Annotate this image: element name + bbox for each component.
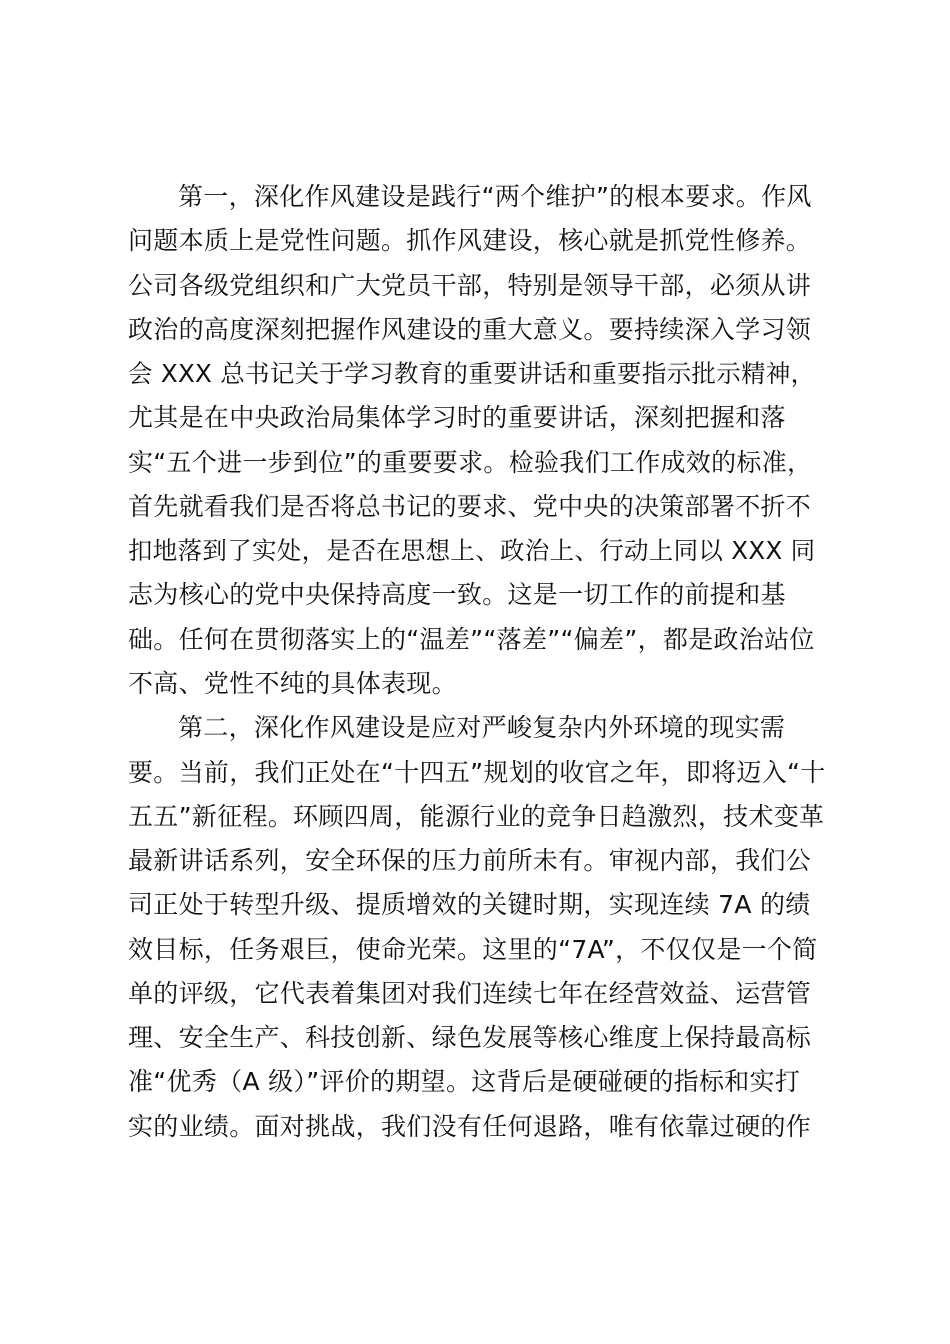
paragraph-2-line-10: 实的业绩。面对挑战，我们没有任何退路，唯有依靠过硬的作 (128, 1112, 812, 1141)
paragraph-2-line-8: 理、安全生产、科技创新、绿色发展等核心维度上保持最高标 (128, 1023, 812, 1052)
paragraph-2-line-4: 最新讲话系列，安全环保的压力前所未有。审视内部，我们公 (128, 846, 812, 875)
paragraph-1-line-7: 实“五个进一步到位”的重要要求。检验我们工作成效的标准， (128, 448, 813, 477)
paragraph-2-line-7: 单的评级，它代表着集团对我们连续七年在经营效益、运营管 (128, 979, 812, 1008)
paragraph-1-line-5: 会 XXX 总书记关于学习教育的重要讲话和重要指示批示精神， (128, 359, 816, 388)
paragraph-1-line-11: 础。任何在贯彻落实上的“温差”“落差”“偏差”，都是政治站位 (128, 625, 815, 654)
paragraph-1-line-3: 公司各级党组织和广大党员干部，特别是领导干部，必须从讲 (128, 271, 812, 300)
paragraph-1-line-2: 问题本质上是党性问题。抓作风建设，核心就是抓党性修养。 (128, 226, 812, 255)
paragraph-1-line-12: 不高、党性不纯的具体表现。 (128, 669, 457, 698)
paragraph-1-line-1: 第一，深化作风建设是践行“两个维护”的根本要求。作风 (178, 182, 812, 211)
paragraph-2-line-6: 效目标，任务艰巨，使命光荣。这里的“7A”，不仅仅是一个简 (128, 935, 818, 964)
paragraph-2-line-2: 要。当前，我们正处在“十四五”规划的收官之年，即将迈入“十 (128, 758, 826, 787)
paragraph-2-line-5: 司正处于转型升级、提质增效的关键时期，实现连续 7A 的绩 (128, 890, 811, 919)
paragraph-1-line-8: 首先就看我们是否将总书记的要求、党中央的决策部署不折不 (128, 492, 812, 521)
paragraph-2-line-3: 五五”新征程。环顾四周，能源行业的竞争日趋激烈，技术变革 (128, 802, 825, 831)
paragraph-1-line-4: 政治的高度深刻把握作风建设的重大意义。要持续深入学习领 (128, 315, 812, 344)
paragraph-1-line-10: 志为核心的党中央保持高度一致。这是一切工作的前提和基 (128, 580, 786, 609)
paragraph-1-line-9: 扣地落到了实处，是否在思想上、政治上、行动上同以 XXX 同 (128, 536, 816, 565)
paragraph-1-line-6: 尤其是在中央政治局集体学习时的重要讲话，深刻把握和落 (128, 403, 786, 432)
paragraph-2-line-1: 第二，深化作风建设是应对严峻复杂内外环境的现实需 (178, 713, 786, 742)
paragraph-2-line-9: 准“优秀（A 级）”评价的期望。这背后是硬碰硬的指标和实打 (128, 1067, 801, 1096)
